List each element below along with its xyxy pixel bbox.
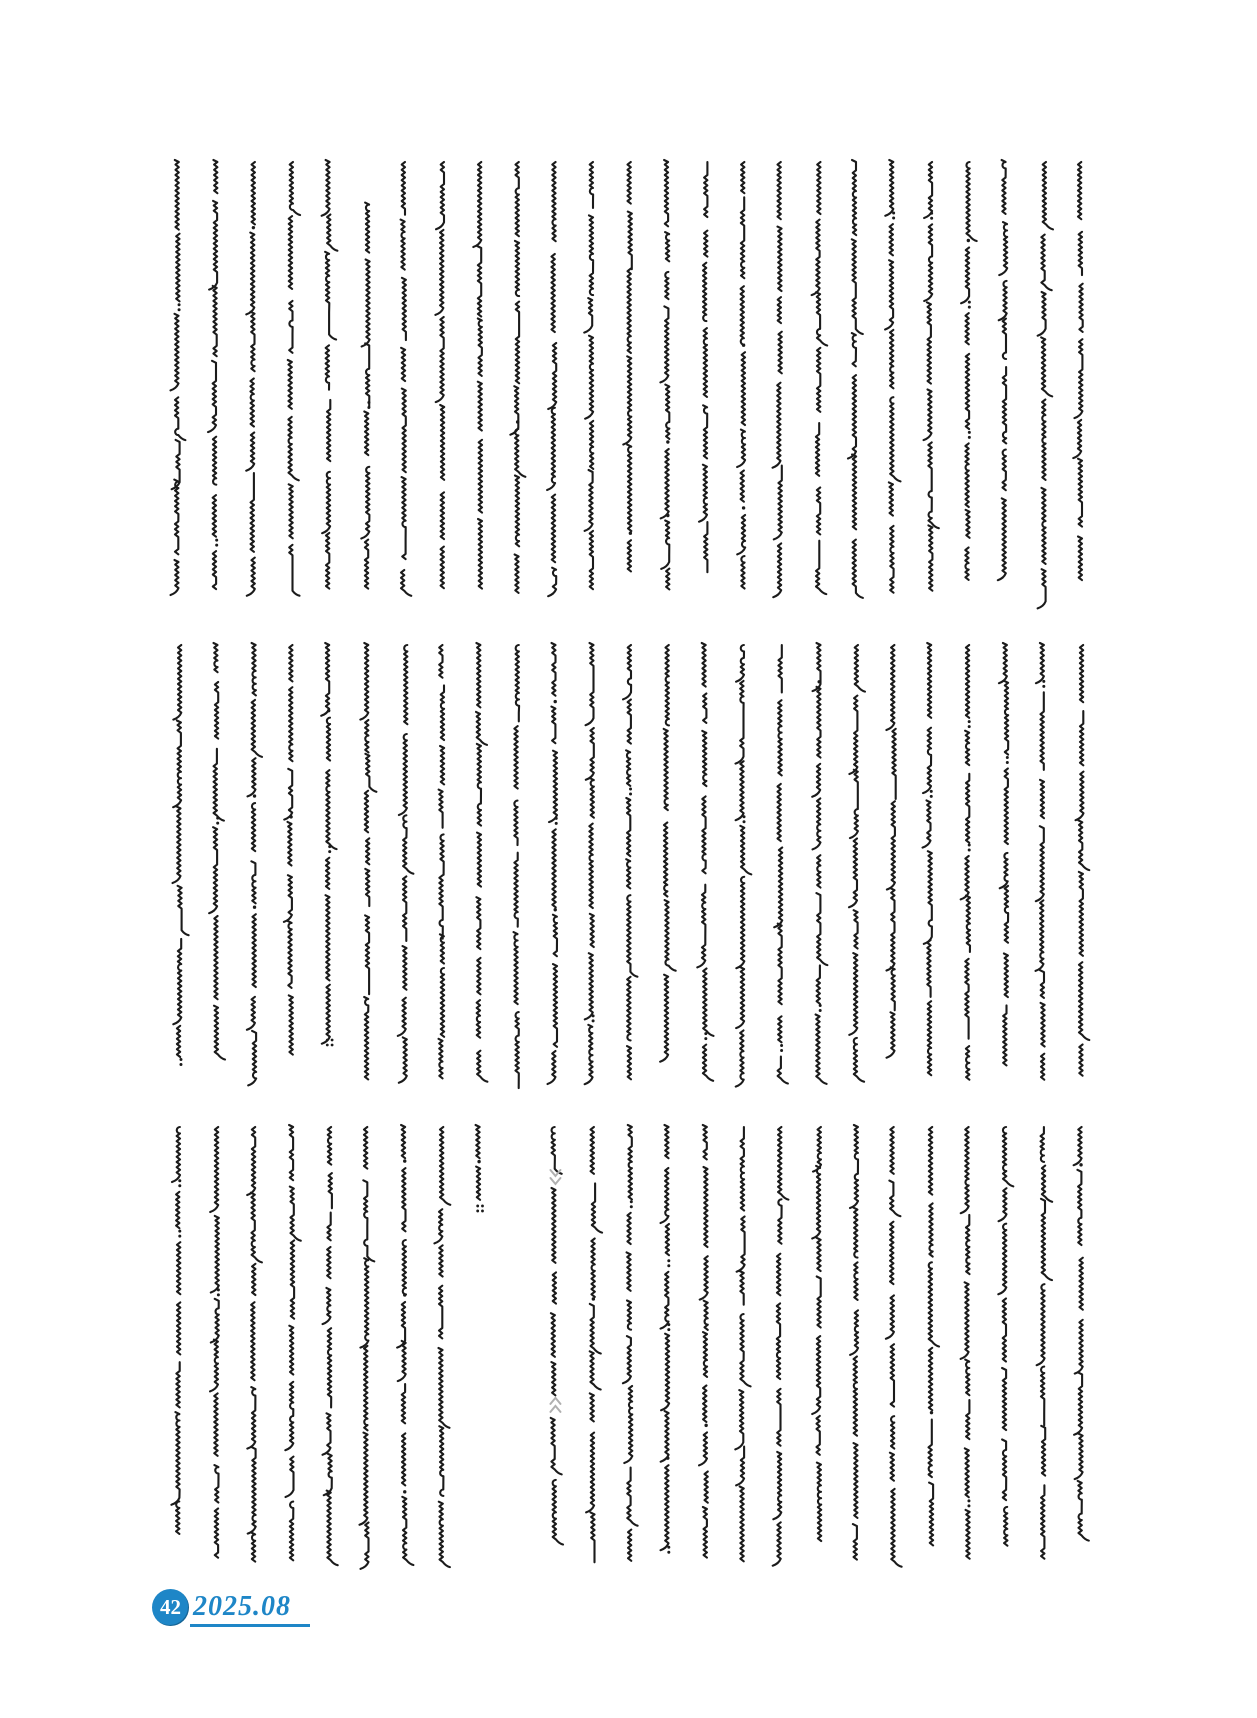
mongolian-text-column <box>510 162 525 593</box>
mongolian-text-column <box>398 645 414 1083</box>
mongolian-text-column <box>697 643 713 1081</box>
mongolian-text-column <box>209 643 225 1059</box>
mongolian-text-column <box>961 162 977 580</box>
mongolian-text-column <box>547 162 556 596</box>
mongolian-text-column <box>173 645 189 1066</box>
mongolian-text-column <box>210 1127 220 1558</box>
mongolian-text-column <box>247 643 262 1085</box>
mongolian-text-column <box>1037 1127 1053 1559</box>
mongolian-text-column <box>322 160 338 589</box>
mongolian-text-column <box>1074 1127 1089 1541</box>
mongolian-text-column <box>623 1125 638 1561</box>
mongolian-text-column <box>812 643 827 1084</box>
mongolian-text-column <box>848 160 863 598</box>
mongolian-text-column <box>661 1125 671 1554</box>
mongolian-text-column <box>321 643 336 1046</box>
mongolian-text-column <box>1038 162 1053 608</box>
mongolian-text-column <box>586 1127 602 1562</box>
mongolian-text-column <box>773 162 782 597</box>
mongolian-text-column <box>171 160 186 595</box>
text-band-band-bottom <box>171 1125 1088 1569</box>
mongolian-text-column <box>961 1127 971 1559</box>
mongolian-text-column <box>435 162 444 588</box>
mongolian-text-column <box>361 203 370 589</box>
mongolian-text-column <box>476 1125 484 1212</box>
mongolian-text-column <box>401 162 412 596</box>
mongolian-text-column <box>999 643 1009 1065</box>
mongolian-text-column <box>998 1127 1013 1546</box>
text-band-band-top <box>171 160 1083 608</box>
page-number: 42 <box>160 1595 181 1619</box>
mongolian-text-column <box>623 162 632 571</box>
mongolian-text-column <box>476 643 487 1082</box>
mongolian-text-column <box>929 1127 940 1545</box>
mongolian-text-column <box>360 1127 375 1569</box>
mongolian-text-column <box>284 645 293 1055</box>
mongolian-text-column <box>961 645 971 1080</box>
mongolian-text-column <box>1073 162 1083 580</box>
mongolian-text-column <box>886 645 895 1058</box>
mongolian-text-column <box>923 643 933 1075</box>
issue-label: 2025.08 <box>193 1591 291 1622</box>
mongolian-text-column <box>323 1127 338 1565</box>
mongolian-text-column <box>812 1127 821 1541</box>
mongolian-text-column <box>736 645 752 1087</box>
mongolian-text-column <box>735 1127 750 1561</box>
mongolian-text-column <box>699 1125 708 1558</box>
mongolian-text-column <box>699 162 707 572</box>
mongolian-text-column <box>434 1127 450 1567</box>
mongolian-text-column <box>623 645 637 1079</box>
mongolian-text-column <box>850 1125 858 1560</box>
mongolian-text-column <box>998 160 1007 580</box>
mongolian-text-column <box>550 1127 563 1544</box>
mongolian-text-column <box>514 645 520 1088</box>
mongolian-text-column <box>584 162 593 589</box>
text-band-band-middle <box>173 643 1090 1088</box>
mongolian-text-column <box>737 162 745 588</box>
mongolian-text-column <box>849 645 865 1082</box>
mongolian-text-column <box>924 162 939 591</box>
mongolian-text-column <box>773 1127 789 1566</box>
mongolian-text-column <box>660 160 669 589</box>
mongolian-text-column <box>812 162 828 594</box>
mongolian-text-column <box>439 645 445 1078</box>
mongolian-text-column <box>1036 643 1046 1080</box>
mongolian-text-column <box>247 1127 262 1562</box>
mongolian-text-column <box>548 643 558 1084</box>
mongolian-text-column <box>1076 645 1090 1076</box>
mongolian-text-column <box>360 643 376 1079</box>
mongolian-text-column <box>886 1127 902 1567</box>
mongolian-text-column <box>473 162 482 589</box>
mongolian-text-column <box>288 162 300 596</box>
mongolian-text-column <box>660 645 676 1062</box>
mongolian-text-column <box>171 1127 181 1534</box>
mongolian-text-column <box>885 160 900 593</box>
mongolian-text-column <box>208 160 218 589</box>
mongolian-text-column <box>585 643 595 1084</box>
mongolian-text-column <box>246 162 255 596</box>
mongolian-text-column <box>774 645 788 1083</box>
mongolian-text-column <box>397 1125 413 1565</box>
mongolian-text-column <box>285 1125 300 1560</box>
